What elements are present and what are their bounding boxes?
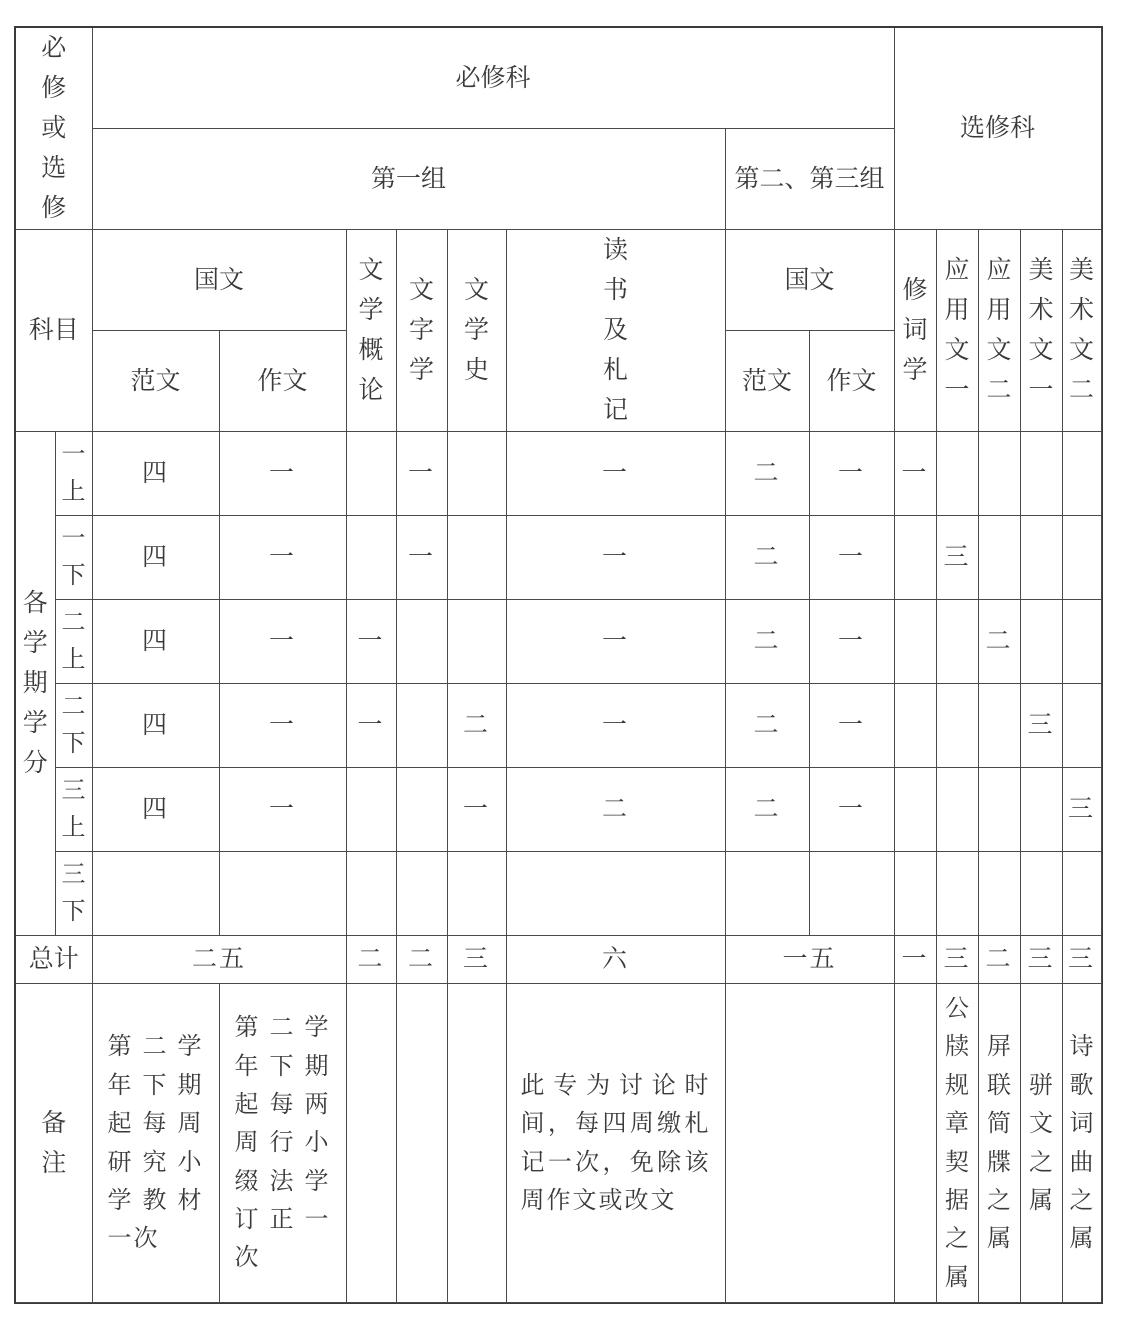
totals-wenzi	[396, 935, 447, 983]
totals-yy1	[936, 935, 978, 983]
cell-fanwen	[92, 683, 219, 767]
cell-yy1	[936, 599, 978, 683]
cell-zuowen	[219, 851, 346, 935]
notes-gailun	[346, 983, 396, 1302]
header-yingyongwen2	[978, 229, 1020, 431]
header-meishuwen2	[1062, 229, 1101, 431]
semester-term	[55, 767, 92, 851]
value: 二	[357, 944, 385, 973]
header-wenxue-gailun-text: 文学概论	[358, 255, 384, 404]
header-guowen-g23-text: 国文	[784, 264, 835, 294]
semester-row-5	[16, 767, 1101, 851]
cell-g23-zuowen	[809, 599, 894, 683]
header-fanwen-g1-text: 范文	[130, 365, 181, 395]
value: 一	[407, 458, 435, 487]
cell-ms1	[1020, 515, 1062, 599]
header-guowen-g1-text: 国文	[193, 264, 244, 294]
header-fanwen-g1	[92, 330, 219, 431]
semester-row-4	[16, 683, 1101, 767]
cell-ms2	[1062, 683, 1101, 767]
cell-xiuci	[894, 599, 936, 683]
cell-fanwen	[92, 431, 219, 515]
notes-xiuci	[894, 983, 936, 1302]
cell-yy2	[978, 767, 1020, 851]
cell-g23-fanwen	[725, 767, 809, 851]
cell-zuowen	[219, 515, 346, 599]
cell-gailun	[346, 431, 396, 515]
header-required-or-elective	[16, 28, 92, 229]
value: 一	[601, 458, 629, 487]
cell-yy2	[978, 683, 1020, 767]
header-zuowen-g23-text: 作文	[826, 365, 877, 395]
totals-gailun	[346, 935, 396, 983]
cell-gailun	[346, 767, 396, 851]
notes-yy1-text: 公牍规章契据之属	[945, 993, 970, 1291]
cell-dushu	[506, 515, 725, 599]
notes-wenzi	[396, 983, 447, 1302]
value: 二五	[191, 944, 246, 973]
cell-gailun	[346, 851, 396, 935]
header-wenxueshi-text: 文学史	[463, 275, 489, 384]
cell-zuowen	[219, 431, 346, 515]
header-group1-text: 第一组	[370, 163, 446, 193]
cell-ms2	[1062, 851, 1101, 935]
value: 一	[838, 710, 866, 739]
header-fanwen-g23	[725, 330, 809, 431]
header-meishuwen1-text: 美术文一	[1028, 255, 1054, 404]
header-subject	[16, 229, 92, 431]
value: 四	[141, 794, 169, 823]
cell-wenxueshi	[447, 851, 506, 935]
cell-yy2	[978, 851, 1020, 935]
cell-g23-zuowen	[809, 851, 894, 935]
value: 二	[407, 944, 435, 973]
notes-row	[16, 983, 1101, 1302]
notes-yy1	[936, 983, 978, 1302]
cell-fanwen	[92, 515, 219, 599]
cell-dushu	[506, 767, 725, 851]
semester-row-1	[16, 431, 1101, 515]
cell-ms1	[1020, 767, 1062, 851]
notes-ms1	[1020, 983, 1062, 1302]
cell-g23-fanwen	[725, 683, 809, 767]
value: 一	[268, 626, 296, 655]
term-label: 一上	[61, 439, 86, 505]
cell-yy1	[936, 431, 978, 515]
semester-row-2	[16, 515, 1101, 599]
notes-g23	[725, 983, 894, 1302]
header-wenxueshi	[447, 229, 506, 431]
cell-dushu	[506, 599, 725, 683]
semester-term	[55, 599, 92, 683]
cell-fanwen	[92, 599, 219, 683]
value: 一	[838, 794, 866, 823]
value: 一	[268, 710, 296, 739]
totals-dushu	[506, 935, 725, 983]
cell-yy2	[978, 431, 1020, 515]
cell-gailun	[346, 683, 396, 767]
totals-yy2	[978, 935, 1020, 983]
cell-g23-fanwen	[725, 851, 809, 935]
semester-section-label-text: 各学期学分	[22, 588, 48, 777]
semester-term	[55, 851, 92, 935]
semester-section-label	[16, 431, 55, 935]
value: 二	[753, 626, 781, 655]
cell-yy2	[978, 515, 1020, 599]
cell-wenzi	[396, 431, 447, 515]
header-wenxue-gailun	[346, 229, 396, 431]
value: 四	[141, 710, 169, 739]
header-dushu-zhaji-text: 读书及札记	[602, 235, 628, 424]
header-meishuwen1	[1020, 229, 1062, 431]
cell-wenzi	[396, 683, 447, 767]
cell-xiuci	[894, 515, 936, 599]
cell-fanwen	[92, 767, 219, 851]
header-elective-text: 选修科	[960, 113, 1036, 143]
value: 三	[1027, 710, 1055, 739]
header-zuowen-g1	[219, 330, 346, 431]
notes-ms2-text: 诗歌词曲之属	[1069, 1032, 1094, 1253]
cell-g23-fanwen	[725, 515, 809, 599]
value: 二	[601, 794, 629, 823]
cell-ms1	[1020, 599, 1062, 683]
cell-g23-zuowen	[809, 431, 894, 515]
cell-yy2	[978, 599, 1020, 683]
cell-wenxueshi	[447, 599, 506, 683]
cell-ms1	[1020, 851, 1062, 935]
totals-guowen-g1	[92, 935, 346, 983]
notes-ms1-text: 骈文之属	[1029, 1070, 1054, 1214]
header-xiucixue-text: 修词学	[902, 275, 928, 384]
value: 四	[141, 458, 169, 487]
semester-term	[55, 515, 92, 599]
value: 二	[985, 944, 1013, 973]
semester-term	[55, 431, 92, 515]
totals-label	[16, 935, 92, 983]
value: 三	[943, 542, 971, 571]
value: 一	[901, 944, 929, 973]
cell-zuowen	[219, 683, 346, 767]
cell-zuowen	[219, 599, 346, 683]
header-guowen-g23	[725, 229, 894, 330]
notes-fanwen	[92, 983, 219, 1302]
totals-wenxueshi	[447, 935, 506, 983]
term-label: 三下	[61, 859, 86, 925]
notes-dushu	[506, 983, 725, 1302]
cell-wenzi	[396, 851, 447, 935]
header-yingyongwen2-text: 应用文二	[986, 255, 1012, 404]
header-wenzixue-text: 文字学	[408, 275, 434, 384]
value: 一	[838, 626, 866, 655]
cell-dushu	[506, 431, 725, 515]
notes-label-text: 备注	[41, 1107, 67, 1177]
value: 一	[407, 542, 435, 571]
header-wenzixue	[396, 229, 447, 431]
value: 一	[268, 458, 296, 487]
cell-wenzi	[396, 515, 447, 599]
value: 二	[462, 710, 490, 739]
header-required	[92, 28, 894, 128]
value: 一	[601, 542, 629, 571]
header-zuowen-g23	[809, 330, 894, 431]
header-required-or-elective-text: 必修或选修	[41, 33, 67, 223]
header-group23-text: 第二、第三组	[734, 163, 885, 193]
cell-zuowen	[219, 767, 346, 851]
value: 一	[357, 626, 385, 655]
cell-wenxueshi	[447, 683, 506, 767]
term-label: 二上	[61, 607, 86, 673]
totals-xiuci	[894, 935, 936, 983]
header-zuowen-g1-text: 作文	[257, 365, 308, 395]
header-dushu-zhaji	[506, 229, 725, 431]
header-yingyongwen1	[936, 229, 978, 431]
notes-wenxueshi	[447, 983, 506, 1302]
value: 四	[141, 626, 169, 655]
cell-g23-zuowen	[809, 767, 894, 851]
notes-fanwen-text: 第二学年下期起每周研究小学教材一次	[107, 1032, 204, 1253]
cell-wenzi	[396, 599, 447, 683]
header-meishuwen2-text: 美术文二	[1069, 255, 1095, 404]
notes-zuowen	[219, 983, 346, 1302]
notes-ms2	[1062, 983, 1101, 1302]
header-fanwen-g23-text: 范文	[741, 365, 792, 395]
value: 一	[838, 542, 866, 571]
totals-ms1	[1020, 935, 1062, 983]
curriculum-table-sheet	[14, 26, 1103, 1304]
semester-row-3	[16, 599, 1101, 683]
value: 一	[268, 794, 296, 823]
value: 二	[753, 542, 781, 571]
cell-gailun	[346, 515, 396, 599]
cell-dushu	[506, 683, 725, 767]
cell-g23-zuowen	[809, 683, 894, 767]
value: 一	[838, 458, 866, 487]
value: 一	[462, 794, 490, 823]
cell-wenzi	[396, 767, 447, 851]
curriculum-table	[16, 28, 1102, 1303]
value: 一	[901, 458, 929, 487]
header-xiucixue	[894, 229, 936, 431]
semester-term	[55, 683, 92, 767]
header-subject-text: 科目	[28, 315, 79, 344]
header-yingyongwen1-text: 应用文一	[944, 255, 970, 404]
cell-ms2	[1062, 599, 1101, 683]
value: 三	[943, 944, 971, 973]
term-label: 三上	[61, 775, 86, 841]
value: 二	[753, 794, 781, 823]
cell-wenxueshi	[447, 515, 506, 599]
value: 一	[601, 626, 629, 655]
cell-yy1	[936, 683, 978, 767]
cell-wenxueshi	[447, 431, 506, 515]
cell-dushu	[506, 851, 725, 935]
cell-wenxueshi	[447, 767, 506, 851]
value: 二	[753, 458, 781, 487]
header-group23	[725, 128, 894, 229]
header-required-text: 必修科	[455, 62, 531, 92]
value: 一	[357, 710, 385, 739]
value: 三	[462, 944, 490, 973]
cell-g23-fanwen	[725, 599, 809, 683]
cell-xiuci	[894, 851, 936, 935]
value: 三	[1068, 944, 1096, 973]
value: 一五	[782, 944, 837, 973]
cell-ms1	[1020, 683, 1062, 767]
value: 三	[1027, 944, 1055, 973]
cell-fanwen	[92, 851, 219, 935]
value: 六	[601, 944, 629, 973]
header-group1	[92, 128, 725, 229]
notes-dushu-text: 此专为讨论时间，每四周缴札记一次，免除该周作文或改文	[520, 1070, 711, 1214]
totals-row	[16, 935, 1101, 983]
cell-g23-zuowen	[809, 515, 894, 599]
cell-g23-fanwen	[725, 431, 809, 515]
value: 三	[1068, 794, 1096, 823]
semester-row-6	[16, 851, 1101, 935]
notes-label	[16, 983, 92, 1302]
notes-zuowen-text: 第二学年下期起每两周行小缀法学订正一次	[234, 1013, 331, 1272]
value: 一	[268, 542, 296, 571]
term-label: 一下	[61, 523, 86, 589]
notes-yy2	[978, 983, 1020, 1302]
value: 二	[985, 626, 1013, 655]
cell-ms1	[1020, 431, 1062, 515]
cell-xiuci	[894, 431, 936, 515]
term-label: 二下	[61, 691, 86, 757]
totals-ms2	[1062, 935, 1101, 983]
cell-ms2	[1062, 767, 1101, 851]
cell-gailun	[346, 599, 396, 683]
value: 四	[141, 542, 169, 571]
cell-yy1	[936, 767, 978, 851]
cell-yy1	[936, 851, 978, 935]
cell-xiuci	[894, 683, 936, 767]
totals-guowen-g23	[725, 935, 894, 983]
cell-ms2	[1062, 431, 1101, 515]
value: 二	[753, 710, 781, 739]
value: 一	[601, 710, 629, 739]
cell-xiuci	[894, 767, 936, 851]
header-elective	[894, 28, 1101, 229]
cell-yy1	[936, 515, 978, 599]
header-guowen-g1	[92, 229, 346, 330]
cell-ms2	[1062, 515, 1101, 599]
totals-label-text: 总计	[28, 944, 79, 973]
notes-yy2-text: 屏联简牒之属	[987, 1032, 1012, 1253]
